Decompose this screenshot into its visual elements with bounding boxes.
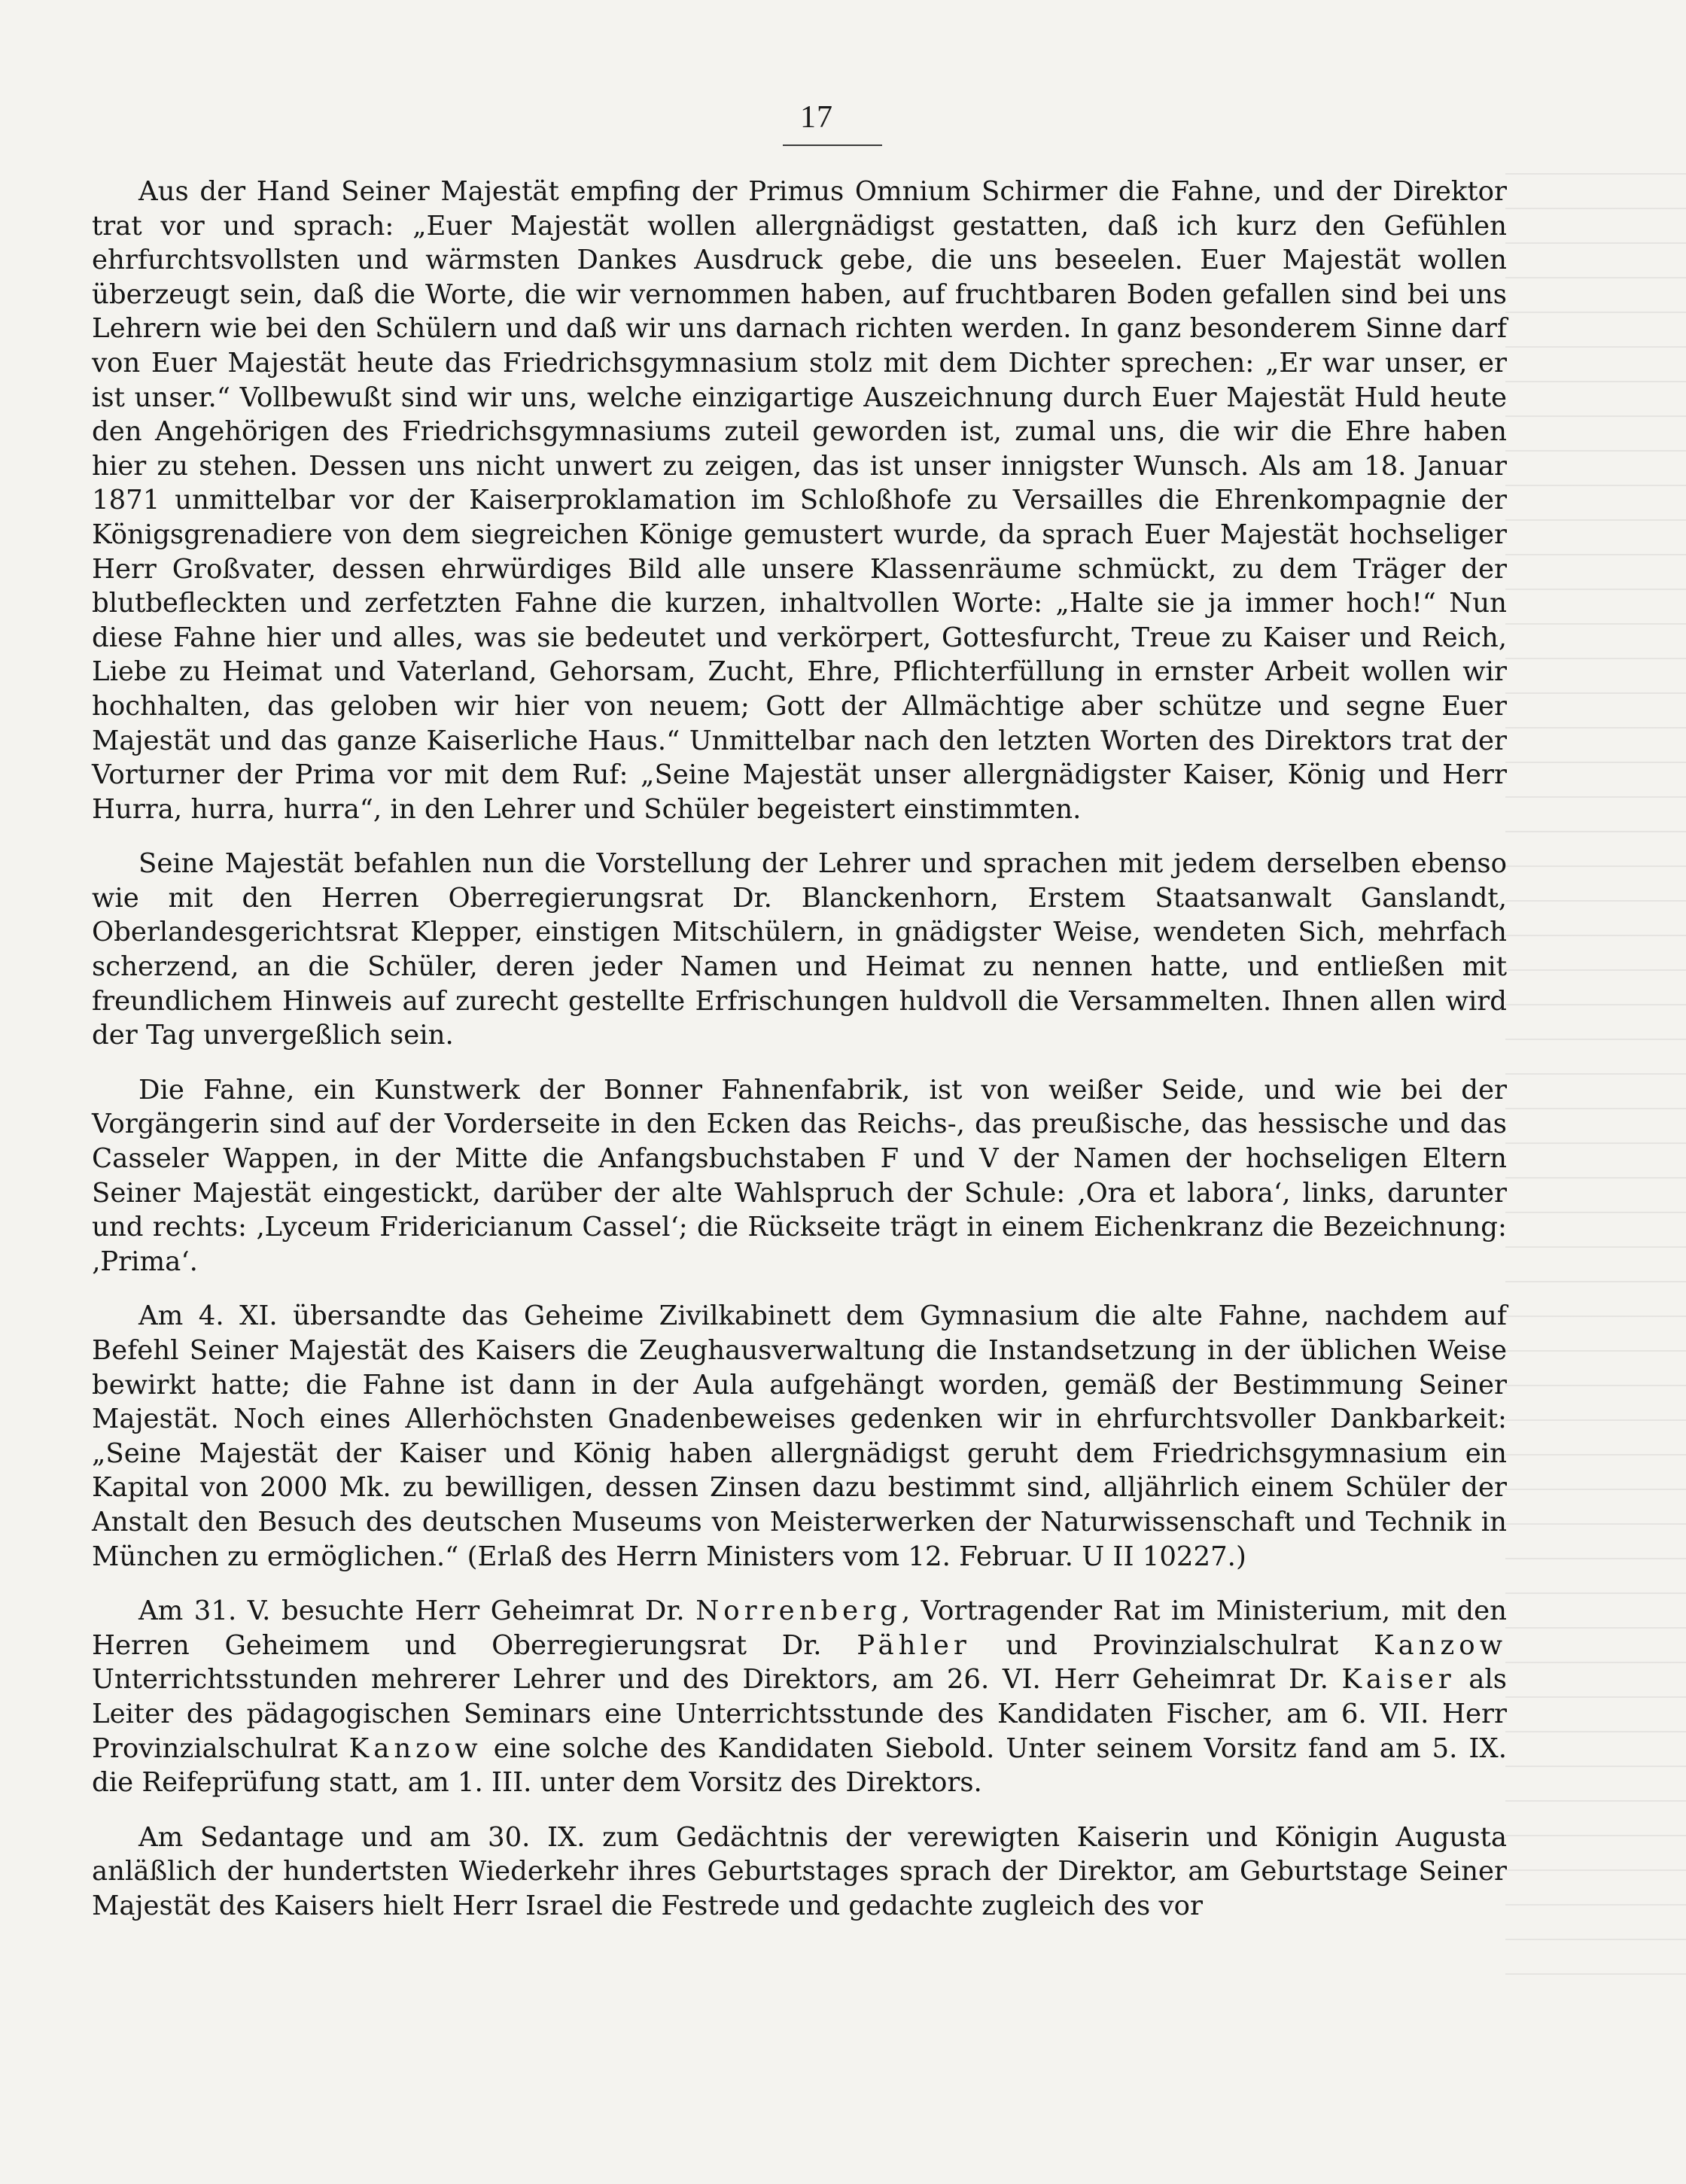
paragraph-sedan-day: Am Sedantage und am 30. IX. zum Gedächtnis der verewigten Kaiserin und Königin Augusta anläßlich der hundertsten Wiederkehr ihres Geburtstages sprach der Direktor, am Geburtstage Seiner Majestät des Kaisers hielt Herr Israel die Festrede und gedachte zugleich des vor <box>92 1821 1507 1921</box>
visit-text-2: , Vortragender Rat im Ministerium, mit den Herren Geheimem und Oberregierungsrat Dr. <box>92 1595 1507 1661</box>
name-norrenberg: Norrenberg <box>695 1595 902 1627</box>
page-number: 17 <box>800 100 833 135</box>
paragraph-flag-presentation: Aus der Hand Seiner Majestät empfing der Primus Omnium Schirmer die Fahne, und der Direktor trat vor und sprach: „Euer Majestät wollen allergnädigst gestatten, daß ich kurz den Gefühlen ehrfurchtsvollsten und wärmsten Dankes Ausdruck gebe, die uns beseelen. Euer Majestät wollen überzeugt sein, daß die Worte, die wir vernommen haben, auf fruchtbaren Boden gefallen sind bei uns Lehrern wie bei den Schülern und daß wir uns darnach richten werden. In ganz besonderem Sinne darf von Euer Majestät heute das Friedrichsgymnasium stolz mit dem Dichter sprechen: „Er war unser, er ist unser.“ Vollbewußt sind wir uns, welche einzigartige Auszeichnung durch Euer Majestät Huld heute den Angehörigen des Friedrichsgymnasiums zuteil geworden ist, zumal uns, die wir die Ehre haben hier zu stehen. Dessen uns nicht unwert zu zeigen, das ist unser innigster Wunsch. Als am 18. Januar 1871 unmittelbar vor der Kaiserproklamation im Schloßhofe zu Versailles die Ehrenkompagnie der Königsgrenadiere von dem siegreichen Könige gemustert wurde, da sprach Euer Majestät hochseliger Herr Großvater, dessen ehrwürdiges Bild alle unsere Klassenräume schmückt, zu dem Träger der blutbefleckten und zerfetzten Fahne die kurzen, inhaltvollen Worte: „Halte sie ja immer hoch!“ Nun diese Fahne hier und alles, was sie bedeutet und verkörpert, Gottesfurcht, Treue zu Kaiser und Reich, Liebe zu Heimat und Vaterland, Gehorsam, Zucht, Ehre, Pflichterfüllung in ernster Arbeit wollen wir hochhalten, das geloben wir hier von neuem; Gott der Allmächtige aber schütze und segne Euer Majestät und das ganze Kaiserliche Haus.“ Unmittelbar nach den letzten Worten des Direktors trat der Vorturner der Prima vor mit dem Ruf: „Seine Majestät unser allergnädigster Kaiser, König und Herr Hurra, hurra, hurra“, in den Lehrer und Schüler begeistert einstimmten. <box>92 176 1507 825</box>
paragraph-teacher-presentation: Seine Majestät befahlen nun die Vorstellung der Lehrer und sprachen mit jedem derselben ebenso wie mit den Herren Oberregierungsrat Dr. Blanckenhorn, Erstem Staatsanwalt Ganslandt, Oberlandesgerichtsrat Klepper, einstigen Mitschülern, in gnädigster Weise, wendeten Sich, mehrfach scherzend, an die Schüler, deren jeder Namen und Heimat zu nennen hatte, und entließen mit freundlichem Hinweis auf zurecht gestellte Erfrischungen huldvoll die Versammelten. Ihnen allen wird der Tag unvergeßlich sein. <box>92 848 1507 1051</box>
paragraph-inspection-visits <box>92 1594 1507 1800</box>
paragraph-flag-description: Die Fahne, ein Kunstwerk der Bonner Fahnenfabrik, ist von weißer Seide, und wie bei der Vorgängerin sind auf der Vorderseite in den Ecken das Reichs-, das preußische, das hessische und das Casseler Wappen, in der Mitte die Anfangsbuchstaben F und V der Namen der hochseligen Eltern Seiner Majestät eingestickt, darüber der alte Wahlspruch der Schule: ‚Ora et labora‘, links, darunter und rechts: ‚Lyceum Fridericianum Cassel‘; die Rückseite trägt in einem Eichenkranz die Bezeichnung: ‚Prima‘. <box>92 1074 1507 1277</box>
visit-text-4: Unterrichtsstunden mehrerer Lehrer und des Direktors, am 26. VI. Herr Geheimrat Dr. <box>92 1664 1342 1696</box>
visit-text-6: eine solche des Kandidaten Siebold. Unter seinem Vorsitz fand am 5. IX. die Reifeprüfung statt, am 1. III. unter dem Vorsitz des Direktors. <box>92 1732 1507 1799</box>
visit-text-3: und Provinzialschulrat <box>970 1629 1374 1661</box>
name-paehler: Pähler <box>857 1629 971 1661</box>
paragraph-old-flag-and-endowment: Am 4. XI. übersandte das Geheime Zivilkabinett dem Gymnasium die alte Fahne, nachdem auf Befehl Seiner Majestät des Kaisers die Zeughausverwaltung die Instandsetzung in der üblichen Weise bewirkt hatte; die Fahne ist dann in der Aula aufgehängt worden, gemäß der Bestimmung Seiner Majestät. Noch eines Allerhöchsten Gnadenbeweises gedenken wir in ehrfurchtsvoller Dankbarkeit: „Seine Majestät der Kaiser und König haben allergnädigst geruht dem Friedrichsgymnasium ein Kapital von 2000 Mk. zu bewilligen, dessen Zinsen dazu bestimmt sind, alljährlich einem Schüler der Anstalt den Besuch des deutschen Museums von Meisterwerken der Naturwissenschaft und Technik in München zu ermöglichen.“ (Erlaß des Herrn Ministers vom 12. Februar. U II 10227.) <box>92 1300 1507 1572</box>
name-kanzow: Kanzow <box>1373 1629 1507 1661</box>
show-through-texture <box>1505 173 1686 1979</box>
name-kaiser: Kaiser <box>1341 1664 1456 1696</box>
visit-text-5: als Leiter des pädagogischen Seminars eine Unterrichtsstunde des Kandidaten Fischer, am 6. VII. Herr Provinzialschulrat <box>92 1664 1507 1764</box>
visit-text-1: Am 31. V. besuchte Herr Geheimrat Dr. <box>138 1595 696 1627</box>
body-text <box>92 175 1507 1924</box>
page-number-rule <box>783 144 882 146</box>
name-kanzow-2: Kanzow <box>348 1732 482 1764</box>
